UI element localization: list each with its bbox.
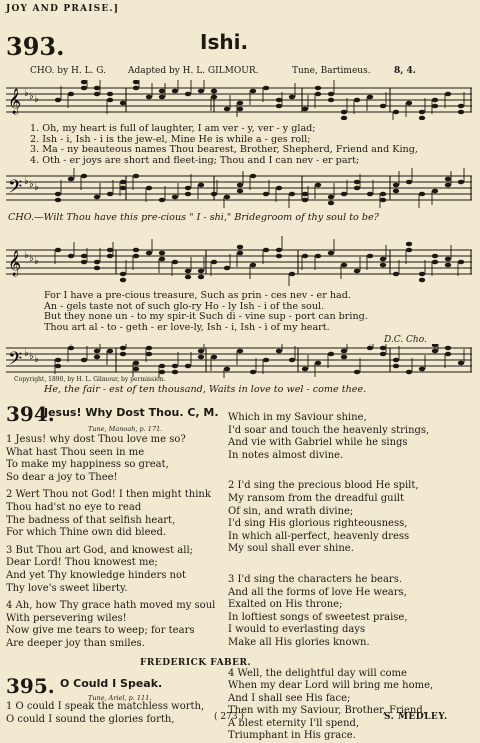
note-head xyxy=(107,254,113,259)
note-head xyxy=(81,358,87,363)
note-head xyxy=(146,251,152,256)
note-head xyxy=(198,355,204,360)
stanza-line: Then with my Saviour, Brother, Friend, xyxy=(228,705,476,718)
stanza-line: And yet Thy knowledge hinders not xyxy=(6,570,236,583)
note-head xyxy=(302,254,308,259)
note-head xyxy=(159,251,165,256)
music-staff-treble-1 xyxy=(6,80,474,120)
flat-symbol: ♭ xyxy=(29,253,34,264)
note-head xyxy=(185,92,191,97)
note-head xyxy=(458,180,464,185)
stanza-line: And I shall see His face; xyxy=(228,693,476,706)
note-head xyxy=(198,349,204,354)
note-head xyxy=(341,110,347,115)
note-head xyxy=(224,195,230,200)
note-head xyxy=(380,346,386,351)
note-head xyxy=(250,263,256,268)
hymn-395-number: 395. xyxy=(6,674,55,698)
note-head xyxy=(81,254,87,259)
note-head xyxy=(289,358,295,363)
note-head xyxy=(341,116,347,120)
copyright-note: Copyright, 1890, by H. L. Gilmour, by permission. xyxy=(14,376,166,383)
note-head xyxy=(341,355,347,360)
note-head xyxy=(237,245,243,250)
flat-symbol: ♭ xyxy=(29,91,34,102)
stanza xyxy=(228,668,476,743)
note-head xyxy=(419,192,425,197)
chorus-line: CHO.—Wilt Thou have this pre-cious " I - shi," Bridegroom of thy soul to be? xyxy=(8,213,379,224)
note-head xyxy=(458,104,464,109)
note-head xyxy=(198,183,204,188)
note-head xyxy=(120,352,126,357)
flat-symbol: ♭ xyxy=(24,176,29,187)
stanza-line: Dear Lord! Thou knowest me; xyxy=(6,557,236,570)
note-head xyxy=(432,98,438,103)
note-head xyxy=(55,358,61,363)
note-head xyxy=(237,107,243,112)
stanza xyxy=(6,600,236,650)
clef-symbol: 𝄢 xyxy=(8,177,22,202)
note-head xyxy=(198,89,204,94)
note-head xyxy=(328,98,334,103)
clef-symbol: 𝄞 xyxy=(8,88,21,114)
hymn-395-title: O Could I Speak. xyxy=(60,677,162,690)
note-head xyxy=(107,92,113,97)
note-head xyxy=(211,260,217,265)
flat-symbol: ♭ xyxy=(34,354,39,365)
note-head xyxy=(185,269,191,274)
note-head xyxy=(393,358,399,363)
note-head xyxy=(341,263,347,268)
stanza-line: My soul shall ever shine. xyxy=(228,543,476,556)
note-head xyxy=(159,364,165,369)
note-head xyxy=(419,278,425,283)
note-head xyxy=(432,349,438,354)
note-head xyxy=(380,257,386,262)
meter: 8, 4. xyxy=(394,66,416,76)
note-head xyxy=(367,95,373,100)
note-head xyxy=(172,364,178,369)
stanza-line: Are deeper joy than smiles. xyxy=(6,638,236,651)
note-head xyxy=(146,95,152,100)
note-head xyxy=(159,257,165,262)
note-head xyxy=(393,272,399,277)
note-head xyxy=(172,370,178,375)
running-title: JOY AND PRAISE.] xyxy=(6,4,119,14)
verse-line: An - gels taste not of such glo-ry Ho - ly Ish - i of the soul. xyxy=(44,302,368,313)
flat-symbol: ♭ xyxy=(24,88,29,99)
stanza-line: In which all-perfect, heavenly dress xyxy=(228,531,476,544)
note-head xyxy=(289,272,295,277)
note-head xyxy=(380,104,386,109)
note-head xyxy=(289,192,295,197)
stanza-line: 3 But Thou art God, and knowest all; xyxy=(6,545,236,558)
note-head xyxy=(328,201,334,206)
note-head xyxy=(419,367,425,372)
note-head xyxy=(419,272,425,277)
note-head xyxy=(224,266,230,271)
note-head xyxy=(276,254,282,259)
note-head xyxy=(68,254,74,259)
note-head xyxy=(146,346,152,351)
note-head xyxy=(224,107,230,112)
note-head xyxy=(380,263,386,268)
note-head xyxy=(458,361,464,366)
note-head xyxy=(302,107,308,112)
note-head xyxy=(133,86,139,91)
stanza-line: And all the forms of love He wears, xyxy=(228,587,476,600)
hymn-395-stanza xyxy=(6,701,204,726)
verse-line: 4. Oth - er joys are short and fleet-ing; Thou and I can nev - er part; xyxy=(30,156,418,167)
stanza-line: So dear a joy to Thee! xyxy=(6,472,236,485)
note-head xyxy=(263,248,269,253)
note-head xyxy=(406,248,412,253)
dc-chorus-mark: D.C. Cho. xyxy=(384,335,427,345)
note-head xyxy=(276,349,282,354)
clef-symbol: 𝄞 xyxy=(8,250,21,276)
note-head xyxy=(146,186,152,191)
verse-line: 3. Ma - ny beauteous names Thou bearest, Brother, Shepherd, Friend and King, xyxy=(30,145,418,156)
note-head xyxy=(211,89,217,94)
note-head xyxy=(133,361,139,366)
note-head xyxy=(133,80,139,84)
note-head xyxy=(380,192,386,197)
adapted-credit: Adapted by H. L. GILMOUR. xyxy=(128,66,258,76)
note-head xyxy=(185,186,191,191)
flat-symbol: ♭ xyxy=(24,348,29,359)
note-head xyxy=(328,352,334,357)
note-head xyxy=(432,260,438,265)
note-head xyxy=(302,367,308,372)
note-head xyxy=(445,177,451,182)
note-head xyxy=(367,254,373,259)
stanza-line: Thou had'st no eye to read xyxy=(6,502,236,515)
verse-block-1 xyxy=(30,124,418,167)
stanza-line: 4 Ah, how Thy grace hath moved my soul xyxy=(6,600,236,613)
note-head xyxy=(315,361,321,366)
hymn-number: 393. xyxy=(6,32,64,61)
note-head xyxy=(328,92,334,97)
note-head xyxy=(237,101,243,106)
verse-line: For I have a pre-cious treasure, Such as prin - ces nev - er had. xyxy=(44,291,368,302)
stanza-line: And vie with Gabriel while he sings xyxy=(228,437,476,450)
note-head xyxy=(68,177,74,182)
note-head xyxy=(120,278,126,283)
stanza xyxy=(228,480,476,556)
note-head xyxy=(419,116,425,120)
note-head xyxy=(185,275,191,280)
flat-symbol: ♭ xyxy=(29,179,34,190)
note-head xyxy=(68,346,74,351)
note-head xyxy=(263,86,269,91)
note-head xyxy=(328,251,334,256)
note-head xyxy=(81,86,87,91)
music-staff-bass-2 xyxy=(6,344,474,378)
note-head xyxy=(432,254,438,259)
note-head xyxy=(120,346,126,351)
verse-line: 1. Oh, my heart is full of laughter, I am ver - y, ver - y glad; xyxy=(30,124,418,135)
note-head xyxy=(289,95,295,100)
stanza-line: In notes almost divine. xyxy=(228,450,476,463)
note-head xyxy=(94,266,100,271)
stanza-line: Make all His glories known. xyxy=(228,637,476,650)
note-head xyxy=(458,110,464,115)
hymn-394-number: 394. xyxy=(6,402,55,426)
hymn-394-stanzas xyxy=(6,434,236,651)
stanza-line: O could I sound the glories forth, xyxy=(6,714,204,727)
stanza-line: Triumphant in His grace. xyxy=(228,730,476,743)
note-head xyxy=(172,195,178,200)
note-head xyxy=(341,192,347,197)
note-head xyxy=(120,186,126,191)
note-head xyxy=(354,98,360,103)
note-head xyxy=(107,192,113,197)
note-head xyxy=(68,92,74,97)
note-head xyxy=(380,352,386,357)
stanza xyxy=(6,545,236,595)
note-head xyxy=(159,198,165,203)
note-head xyxy=(445,92,451,97)
stanza-line: 2 I'd sing the precious blood He spilt, xyxy=(228,480,476,493)
music-staff-bass-1 xyxy=(6,168,474,208)
stanza-line: What hast Thou seen in me xyxy=(6,447,236,460)
chorus-credit: CHO. by H. L. G. xyxy=(30,66,106,76)
note-head xyxy=(159,370,165,375)
verse-line: Thou art al - to - geth - er love-ly, Ish - i, Ish - i of my heart. xyxy=(44,323,368,334)
stanza-line: 3 I'd sing the characters he bears. xyxy=(228,574,476,587)
note-head xyxy=(81,80,87,84)
note-head xyxy=(341,349,347,354)
note-head xyxy=(263,358,269,363)
note-head xyxy=(276,248,282,253)
note-head xyxy=(133,254,139,259)
flat-symbol: ♭ xyxy=(24,250,29,261)
note-head xyxy=(55,198,61,203)
stanza-line: I would to everlasting days xyxy=(228,624,476,637)
stanza-line: A blest eternity I'll spend, xyxy=(228,718,476,731)
note-head xyxy=(107,248,113,253)
music-staff-treble-2 xyxy=(6,236,474,286)
note-head xyxy=(315,92,321,97)
hymn-title: Ishi. xyxy=(200,30,248,54)
note-head xyxy=(393,189,399,194)
note-head xyxy=(133,367,139,372)
stanza-line: 1 O could I speak the matchless worth, xyxy=(6,701,204,714)
note-head xyxy=(185,192,191,197)
note-head xyxy=(120,180,126,185)
note-head xyxy=(237,349,243,354)
stanza-line: Of sin, and wrath divine; xyxy=(228,506,476,519)
note-head xyxy=(159,89,165,94)
note-head xyxy=(146,352,152,357)
flat-symbol: ♭ xyxy=(34,256,39,267)
note-head xyxy=(250,89,256,94)
note-head xyxy=(354,269,360,274)
stanza-line: 2 Wert Thou not God! I then might think xyxy=(6,489,236,502)
stanza-line: For which Thine own did bleed. xyxy=(6,527,236,540)
stanza-line: I'd sing His glorious righteousness, xyxy=(228,518,476,531)
note-head xyxy=(380,198,386,203)
note-head xyxy=(120,272,126,277)
note-head xyxy=(94,349,100,354)
note-head xyxy=(55,192,61,197)
note-head xyxy=(224,367,230,372)
closing-lyric-line: He, the fair - est of ten thousand, Waits in love to wel - come thee. xyxy=(44,385,366,396)
note-head xyxy=(120,101,126,106)
hymn-394-author: FREDERICK FABER. xyxy=(140,658,251,668)
note-head xyxy=(432,104,438,109)
note-head xyxy=(55,248,61,253)
tune-credit: Tune, Bartimeus. xyxy=(292,66,371,76)
note-head xyxy=(315,183,321,188)
flat-symbol: ♭ xyxy=(29,351,34,362)
note-head xyxy=(81,260,87,265)
stanza-line: 1 Jesus! why dost Thou love me so? xyxy=(6,434,236,447)
note-head xyxy=(198,275,204,280)
note-head xyxy=(406,370,412,375)
note-head xyxy=(406,242,412,247)
note-head xyxy=(211,355,217,360)
note-head xyxy=(81,174,87,179)
stanza-line: To make my happiness so great, xyxy=(6,459,236,472)
flat-symbol: ♭ xyxy=(34,182,39,193)
note-head xyxy=(393,183,399,188)
note-head xyxy=(354,180,360,185)
note-head xyxy=(237,189,243,194)
verse-line: 2. Ish - i, Ish - i is the jew-el, Mine He is while a - ges roll; xyxy=(30,135,418,146)
stanza xyxy=(228,412,476,462)
note-head xyxy=(94,92,100,97)
stanza-line: I'd soar and touch the heavenly strings, xyxy=(228,425,476,438)
note-head xyxy=(354,186,360,191)
note-head xyxy=(276,98,282,103)
note-head xyxy=(445,352,451,357)
note-head xyxy=(172,260,178,265)
note-head xyxy=(354,370,360,375)
note-head xyxy=(276,186,282,191)
stanza-line: Now give me tears to weep; for tears xyxy=(6,625,236,638)
note-head xyxy=(276,104,282,109)
note-head xyxy=(107,98,113,103)
note-head xyxy=(107,349,113,354)
note-head xyxy=(302,192,308,197)
stanza xyxy=(6,434,236,484)
note-head xyxy=(432,344,438,347)
right-column-stanzas xyxy=(228,412,476,743)
note-head xyxy=(393,110,399,115)
verse-block-2 xyxy=(44,291,368,334)
hymn-394-title: Jesus! Why Dost Thou. C, M. xyxy=(44,406,219,419)
stanza xyxy=(228,574,476,650)
note-head xyxy=(198,269,204,274)
note-head xyxy=(445,346,451,351)
stanza-line: My ransom from the dreadful guilt xyxy=(228,493,476,506)
stanza-line: Thy love's sweet liberty. xyxy=(6,583,236,596)
note-head xyxy=(94,86,100,91)
clef-symbol: 𝄢 xyxy=(8,349,22,374)
note-head xyxy=(302,198,308,203)
note-head xyxy=(211,95,217,100)
note-head xyxy=(367,192,373,197)
hymn-395-tune: Tune, Ariel, p. 111. xyxy=(88,694,151,702)
note-head xyxy=(133,248,139,253)
note-head xyxy=(315,254,321,259)
note-head xyxy=(445,257,451,262)
note-head xyxy=(211,192,217,197)
note-head xyxy=(263,192,269,197)
note-head xyxy=(367,346,373,351)
note-head xyxy=(250,370,256,375)
note-head xyxy=(159,95,165,100)
note-head xyxy=(185,364,191,369)
note-head xyxy=(133,174,139,179)
note-head xyxy=(419,110,425,115)
note-head xyxy=(172,89,178,94)
stanza-line: Which in my Saviour shine, xyxy=(228,412,476,425)
note-head xyxy=(445,263,451,268)
stanza-line: Exalted on His throne; xyxy=(228,599,476,612)
note-head xyxy=(94,260,100,265)
hymn-394-tune: Tune, Manoah, p. 171. xyxy=(88,425,162,433)
note-head xyxy=(237,251,243,256)
verse-line: But they none un - to my spir-it Such di - vine sup - port can bring. xyxy=(44,312,368,323)
note-head xyxy=(94,195,100,200)
note-head xyxy=(237,183,243,188)
note-head xyxy=(445,183,451,188)
stanza-line: The badness of that selfish heart, xyxy=(6,515,236,528)
note-head xyxy=(432,189,438,194)
note-head xyxy=(94,355,100,360)
note-head xyxy=(250,174,256,179)
stanza-line: In loftiest songs of sweetest praise, xyxy=(228,612,476,625)
right-column-author: S. MEDLEY. xyxy=(384,712,448,722)
note-head xyxy=(315,86,321,91)
note-head xyxy=(55,364,61,369)
note-head xyxy=(55,98,61,103)
flat-symbol: ♭ xyxy=(34,94,39,105)
note-head xyxy=(458,260,464,265)
stanza-line: With persevering wiles! xyxy=(6,613,236,626)
stanza-line: When my dear Lord will bring me home, xyxy=(228,680,476,693)
note-head xyxy=(406,180,412,185)
page-number: ( 273 ) xyxy=(214,712,244,722)
stanza-line: 4 Well, the delightful day will come xyxy=(228,668,476,681)
note-head xyxy=(406,101,412,106)
stanza xyxy=(6,489,236,539)
note-head xyxy=(328,195,334,200)
note-head xyxy=(393,364,399,369)
